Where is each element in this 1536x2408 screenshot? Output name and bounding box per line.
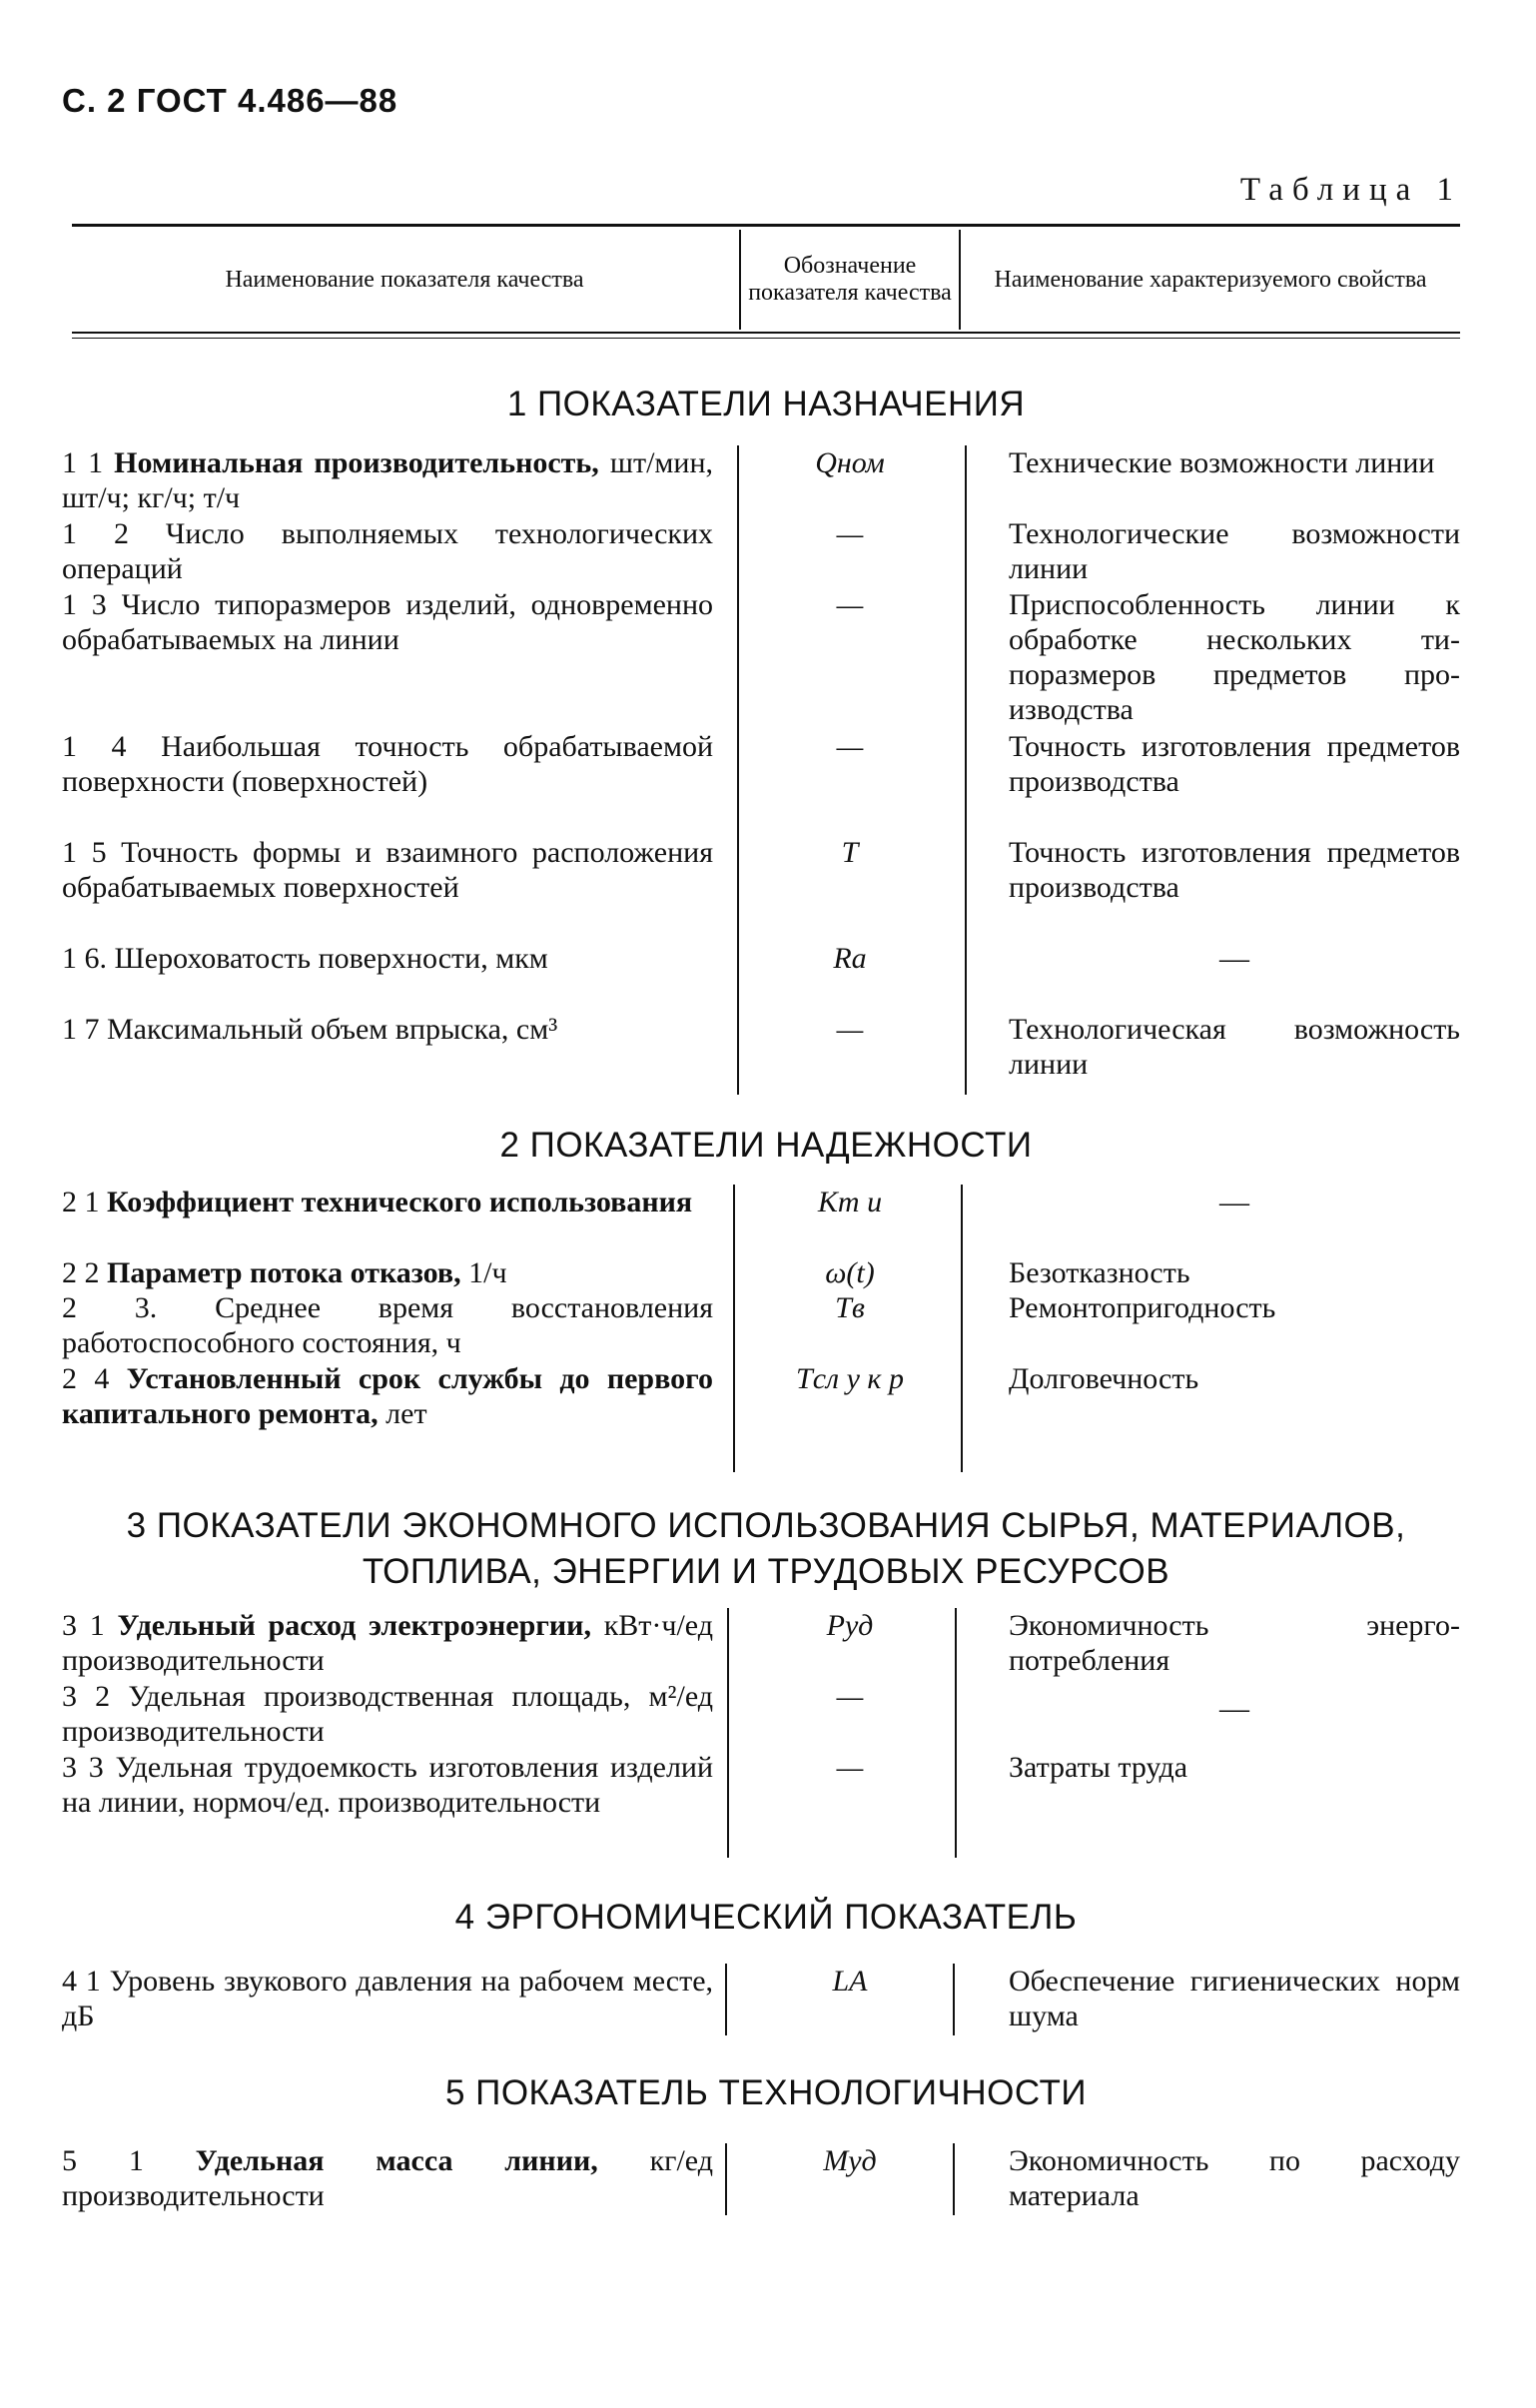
indicator-property: Экономичность по расходу материала	[1009, 2144, 1460, 2212]
column-header-name: Наименование показателя качества	[225, 266, 584, 293]
indicator-symbol: —	[836, 1013, 864, 1046]
indicator-symbol: Tв	[835, 1291, 865, 1324]
indicator-symbol: —	[836, 517, 864, 550]
indicator-property: Технические возможности линии	[1009, 446, 1435, 479]
indicator-property: Приспособленность линии к обработке нескольких типоразмеров предметов производства	[1009, 588, 1460, 726]
indicator-property: —	[1219, 1692, 1249, 1725]
indicator-name: 1 7 Максимальный объем впрыска, см³	[62, 1013, 558, 1046]
indicator-symbol: —	[836, 1680, 864, 1713]
section-title: 3 ПОКАЗАТЕЛИ ЭКОНОМНОГО ИСПОЛЬЗОВАНИЯ СЫРЬЯ, МАТЕРИАЛОВ, ТОПЛИВА, ЭНЕРГИИ И ТРУДОВЫХ РЕСУРСОВ	[126, 1506, 1406, 1591]
indicator-property: —	[1219, 1186, 1249, 1218]
indicator-symbol: Ra	[833, 942, 867, 975]
indicator-name: 2 2 Параметр потока отказов, 1/ч	[62, 1256, 507, 1289]
indicator-name: 2 1 Коэффициент технического использования	[62, 1186, 693, 1218]
indicator-name: 1 6. Шероховатость поверхности, мкм	[62, 942, 548, 975]
column-divider	[725, 1964, 727, 2035]
header-bottom-rule	[72, 338, 1460, 339]
indicator-name: 5 1 Удельная масса линии, кг/ед производительности	[62, 2144, 713, 2212]
indicator-property: Точность изготовления предметов производства	[1009, 836, 1460, 904]
indicator-name: 3 3 Удельная трудоемкость изготовления изделий на линии, нормоч/ед. производительности	[62, 1751, 714, 1819]
indicator-symbol: Tсл у к р	[796, 1362, 904, 1395]
column-divider	[961, 1185, 963, 1472]
indicator-name: 4 1 Уровень звукового давления на рабочем месте, дБ	[62, 1965, 714, 2032]
column-divider	[725, 2143, 727, 2215]
page-header: С. 2 ГОСТ 4.486—88	[62, 82, 398, 119]
column-header-symbol: Обозначение показателя качества	[748, 253, 952, 306]
indicator-name: 2 4 Установленный срок службы до первого капитального ремонта, лет	[62, 1362, 713, 1430]
section-title: 1 ПОКАЗАТЕЛИ НАЗНАЧЕНИЯ	[506, 385, 1026, 423]
indicator-property: Обеспечение гигиенических норм шума	[1009, 1965, 1460, 2032]
indicator-symbol: Kт и	[817, 1186, 883, 1218]
column-divider	[955, 1608, 957, 1858]
column-divider	[965, 445, 967, 1095]
indicator-symbol: Qном	[815, 446, 885, 479]
indicator-property: Безотказность	[1009, 1256, 1190, 1289]
indicator-symbol: LA	[832, 1965, 868, 1998]
table-top-rule	[72, 224, 1460, 227]
indicator-name: 1 3 Число типоразмеров изделий, одновременно обрабатываемых на линии	[62, 588, 714, 656]
section-title: 5 ПОКАЗАТЕЛЬ ТЕХНОЛОГИЧНОСТИ	[444, 2073, 1087, 2112]
indicator-name: 3 2 Удельная производственная площадь, м²/ед производительности	[62, 1680, 714, 1748]
indicator-symbol: —	[836, 588, 864, 621]
section-title: 2 ПОКАЗАТЕЛИ НАДЕЖНОСТИ	[499, 1126, 1033, 1165]
indicator-property: —	[1219, 942, 1249, 975]
table-caption: Таблица 1	[1239, 172, 1462, 208]
indicator-symbol: ω(t)	[825, 1256, 875, 1289]
indicator-property: Долговечность	[1009, 1362, 1199, 1395]
column-divider	[733, 1185, 735, 1472]
indicator-property: Технологические возможности линии	[1009, 517, 1460, 585]
indicator-name: 1 4 Наибольшая точность обрабатываемой поверхности (поверхностей)	[62, 730, 714, 798]
indicator-property: Затраты труда	[1009, 1751, 1188, 1784]
header-bottom-rule	[72, 332, 1460, 334]
indicator-symbol: Pуд	[826, 1609, 874, 1642]
indicator-symbol: —	[836, 730, 864, 763]
column-divider	[737, 445, 739, 1095]
section-title: 4 ЭРГОНОМИЧЕСКИЙ ПОКАЗАТЕЛЬ	[454, 1898, 1078, 1937]
indicator-name: 1 5 Точность формы и взаимного расположения обрабатываемых поверхностей	[62, 836, 713, 904]
indicator-symbol: T	[841, 836, 859, 869]
indicator-name: 1 2 Число выполняемых технологических операций	[62, 517, 714, 585]
indicator-property: Технологическая возможность линии	[1009, 1013, 1460, 1081]
column-header-property: Наименование характеризуемого свойства	[994, 266, 1427, 293]
indicator-symbol: —	[836, 1751, 864, 1784]
indicator-name: 3 1 Удельный расход электроэнергии, кВт·ч/ед производительности	[62, 1609, 713, 1677]
column-divider	[727, 1608, 729, 1858]
indicator-name: 2 3. Среднее время восстановления работоспособного состояния, ч	[62, 1291, 714, 1359]
indicator-symbol: Mуд	[823, 2144, 877, 2177]
indicator-property: Экономичность энергопотребления	[1009, 1609, 1460, 1677]
indicator-name: 1 1 Номинальная производительность, шт/мин, шт/ч; кг/ч; т/ч	[62, 446, 713, 514]
indicator-property: Точность изготовления предметов производства	[1009, 730, 1460, 798]
indicator-property: Ремонтопригодность	[1009, 1291, 1276, 1324]
